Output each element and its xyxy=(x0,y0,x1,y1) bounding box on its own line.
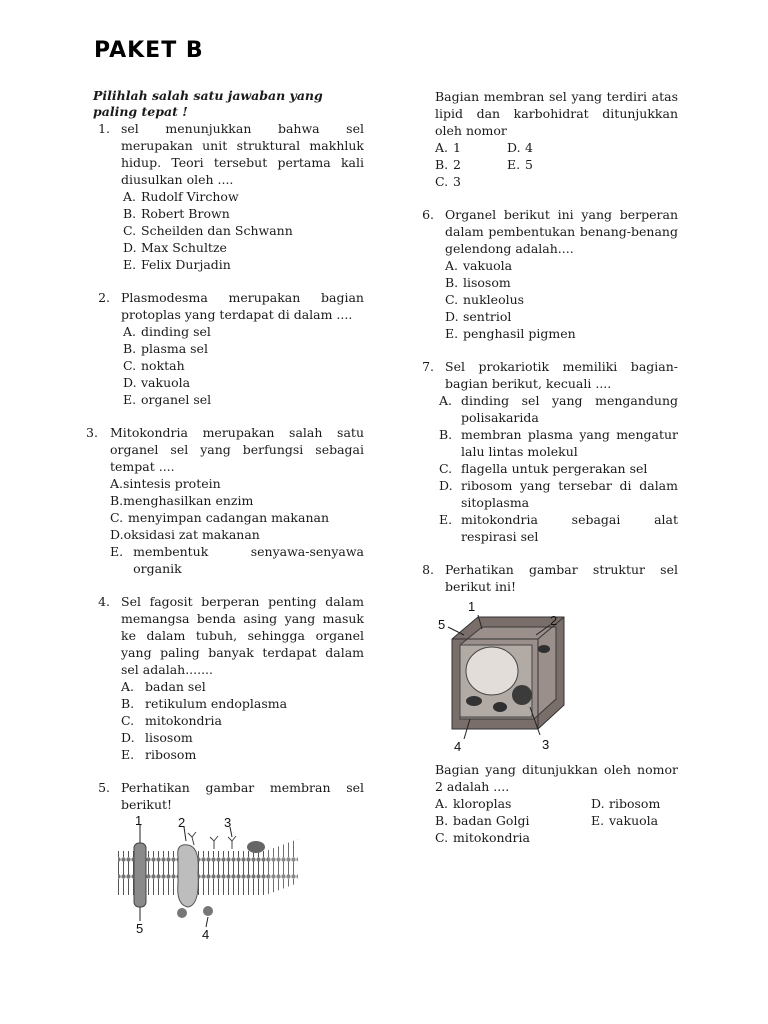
instruction: Pilihlah salah satu jawaban yang paling tepat ! xyxy=(93,88,323,119)
option-text: sentriol xyxy=(463,309,512,324)
option-letter: B. xyxy=(435,157,449,172)
option-text: vakuola xyxy=(609,813,659,828)
option-d xyxy=(439,477,678,511)
option-letter: E. xyxy=(591,813,605,828)
question-1 xyxy=(86,120,364,273)
cell-membrane-figure xyxy=(116,813,300,939)
question-number: 3. xyxy=(86,425,98,440)
option-text: flagella untuk pergerakan sel xyxy=(461,461,648,476)
figure-label-1: 1 xyxy=(135,813,143,828)
question-3 xyxy=(86,424,364,577)
option-text: badan sel xyxy=(145,679,206,694)
question-2 xyxy=(86,289,364,408)
inner-protein xyxy=(177,908,187,918)
option-text: Robert Brown xyxy=(141,206,230,221)
vacuole xyxy=(466,647,518,695)
option-e xyxy=(507,156,579,173)
question-8-continuation xyxy=(410,761,678,846)
option-letter: E. xyxy=(439,512,453,527)
option-c xyxy=(110,509,364,526)
option-letter: D. xyxy=(591,796,605,811)
organelle xyxy=(538,645,550,653)
question-number: 6. xyxy=(422,207,434,222)
channel-protein xyxy=(134,843,146,907)
peripheral-protein xyxy=(247,841,265,853)
page-title: PAKET B xyxy=(94,38,204,63)
question-stem: Sel fagosit berperan penting dalam memangsa benda asing yang masuk ke dalam tubuh, sehingga organel yang paling banyak terdapat dalam sel adalah....... xyxy=(121,594,364,677)
option-a xyxy=(439,392,678,426)
option-c xyxy=(435,173,507,190)
figure-label-4: 4 xyxy=(454,739,462,754)
option-text: ribosom xyxy=(609,796,661,811)
question-stem-continued: Bagian yang ditunjukkan oleh nomor 2 adalah .... xyxy=(435,762,678,794)
option-text: kloroplas xyxy=(453,796,512,811)
option-e xyxy=(123,256,364,273)
option-text: menyimpan cadangan makanan xyxy=(128,510,330,525)
option-text: dinding sel yang mengandung polisakarida xyxy=(461,393,678,425)
option-letter: C. xyxy=(123,358,137,373)
option-e xyxy=(439,511,678,545)
option-c xyxy=(123,357,364,374)
question-8 xyxy=(410,561,678,595)
option-text: penghasil pigmen xyxy=(463,326,576,341)
option-letter: B. xyxy=(439,427,453,442)
question-4 xyxy=(86,593,364,763)
option-letter: D. xyxy=(439,478,453,493)
option-a xyxy=(123,323,364,340)
option-c xyxy=(439,460,678,477)
figure-label-3: 3 xyxy=(224,815,232,830)
option-letter: A. xyxy=(123,324,137,339)
option-a xyxy=(121,678,364,695)
option-a xyxy=(110,475,364,492)
option-d xyxy=(123,374,364,391)
option-text: Scheilden dan Schwann xyxy=(141,223,293,238)
question-stem: Sel prokariotik memiliki bagian-bagian berikut, kecuali .... xyxy=(445,359,678,391)
option-text: sintesis protein xyxy=(123,476,221,491)
figure-label-5: 5 xyxy=(438,617,446,632)
question-number: 5. xyxy=(98,780,110,795)
option-letter: C. xyxy=(435,830,449,845)
option-letter: D. xyxy=(507,140,521,155)
option-text: dinding sel xyxy=(141,324,211,339)
option-d xyxy=(507,139,579,156)
option-letter: C. xyxy=(435,174,449,189)
organelle xyxy=(493,702,507,712)
question-stem: sel menunjukkan bahwa sel merupakan unit struktural makhluk hidup. Teori tersebut pertama kali diusulkan oleh .... xyxy=(121,121,364,187)
option-c xyxy=(435,829,591,846)
question-number: 4. xyxy=(98,594,110,609)
option-letter: A. xyxy=(439,393,453,408)
option-letter: B. xyxy=(121,696,135,711)
option-letter: B. xyxy=(435,813,449,828)
option-text: membran plasma yang mengatur lalu lintas molekul xyxy=(461,427,678,459)
option-c xyxy=(445,291,678,308)
option-letter: E. xyxy=(121,747,135,762)
option-text: lisosom xyxy=(145,730,193,745)
figure-label-3: 3 xyxy=(542,737,550,752)
option-letter: D. xyxy=(123,375,137,390)
right-column xyxy=(410,88,678,846)
option-text: Felix Durjadin xyxy=(141,257,231,272)
option-text: 5 xyxy=(525,157,533,172)
option-d xyxy=(110,526,364,543)
option-letter: A. xyxy=(121,679,135,694)
option-letter: A. xyxy=(110,476,124,491)
option-letter: A. xyxy=(123,189,137,204)
question-number: 7. xyxy=(422,359,434,374)
option-d xyxy=(445,308,678,325)
option-b xyxy=(445,274,678,291)
option-letter: D. xyxy=(123,240,137,255)
option-b xyxy=(435,156,507,173)
option-b xyxy=(123,205,364,222)
question-stem: Plasmodesma merupakan bagian protoplas yang terdapat di dalam .... xyxy=(121,290,364,322)
figure-label-2: 2 xyxy=(550,613,558,628)
option-b xyxy=(439,426,678,460)
option-a xyxy=(445,257,678,274)
option-letter: E. xyxy=(110,544,124,559)
option-text: plasma sel xyxy=(141,341,208,356)
question-number: 8. xyxy=(422,562,434,577)
option-e xyxy=(110,543,364,577)
option-letter: A. xyxy=(435,140,449,155)
figure-label-2: 2 xyxy=(178,815,186,830)
option-letter: C. xyxy=(110,510,124,525)
option-d xyxy=(121,729,364,746)
option-a xyxy=(435,139,507,156)
figure-label-5: 5 xyxy=(136,921,144,936)
option-text: oksidasi zat makanan xyxy=(123,527,260,542)
option-c xyxy=(121,712,364,729)
option-a xyxy=(123,188,364,205)
option-text: 4 xyxy=(525,140,533,155)
option-a xyxy=(435,795,591,812)
option-text: mitokondria sebagai alat respirasi sel xyxy=(461,512,678,544)
question-stem: Mitokondria merupakan salah satu organel sel yang berfungsi sebagai tempat .... xyxy=(110,425,364,474)
option-text: 1 xyxy=(453,140,461,155)
option-letter: B. xyxy=(123,341,137,356)
option-text: nukleolus xyxy=(463,292,525,307)
option-b xyxy=(121,695,364,712)
option-letter: E. xyxy=(123,257,137,272)
option-text: mitokondria xyxy=(453,830,530,845)
integral-protein xyxy=(178,845,199,907)
question-stem: Perhatikan gambar membran sel berikut! xyxy=(121,780,364,812)
question-7 xyxy=(410,358,678,545)
question-6 xyxy=(410,206,678,342)
option-letter: B. xyxy=(110,493,124,508)
inner-protein xyxy=(203,906,213,916)
option-letter: D. xyxy=(445,309,459,324)
option-d xyxy=(591,795,681,812)
figure-label-4: 4 xyxy=(202,927,210,939)
option-e xyxy=(121,746,364,763)
option-b xyxy=(123,340,364,357)
option-text: noktah xyxy=(141,358,185,373)
question-5-continuation xyxy=(410,88,678,190)
option-letter: D. xyxy=(121,730,135,745)
nucleus xyxy=(512,685,532,705)
option-letter: B. xyxy=(445,275,459,290)
left-column xyxy=(86,88,364,939)
option-text: vakuola xyxy=(141,375,191,390)
option-text: Rudolf Virchow xyxy=(141,189,239,204)
question-stem: Organel berikut ini yang berperan dalam pembentukan benang-benang gelendong adalah.... xyxy=(445,207,678,256)
option-letter: B. xyxy=(123,206,137,221)
question-5 xyxy=(86,779,364,813)
option-letter: A. xyxy=(445,258,459,273)
option-b xyxy=(435,812,591,829)
option-text: mitokondria xyxy=(145,713,222,728)
figure-label-1: 1 xyxy=(468,599,476,614)
option-letter: C. xyxy=(439,461,453,476)
option-text: badan Golgi xyxy=(453,813,530,828)
option-e xyxy=(123,391,364,408)
question-number: 1. xyxy=(98,121,110,136)
organelle xyxy=(466,696,482,706)
option-letter: A. xyxy=(435,796,449,811)
option-text: 2 xyxy=(453,157,461,172)
option-e xyxy=(591,812,681,829)
option-text: lisosom xyxy=(463,275,511,290)
option-text: ribosom yang tersebar di dalam sitoplasma xyxy=(461,478,678,510)
option-letter: C. xyxy=(121,713,135,728)
option-text: ribosom xyxy=(145,747,197,762)
option-e xyxy=(445,325,678,342)
option-letter: E. xyxy=(123,392,137,407)
option-text: 3 xyxy=(453,174,461,189)
question-stem: Perhatikan gambar struktur sel berikut ini! xyxy=(445,562,678,594)
option-text: organel sel xyxy=(141,392,212,407)
option-text: retikulum endoplasma xyxy=(145,696,288,711)
option-letter: D. xyxy=(110,527,124,542)
option-b xyxy=(110,492,364,509)
question-stem-continued: Bagian membran sel yang terdiri atas lipid dan karbohidrat ditunjukkan oleh nomor xyxy=(435,89,678,138)
option-text: membentuk senyawa-senyawa organik xyxy=(133,544,364,576)
option-letter: E. xyxy=(507,157,521,172)
option-letter: C. xyxy=(123,223,137,238)
question-number: 2. xyxy=(98,290,110,305)
option-text: vakuola xyxy=(463,258,513,273)
option-text: Max Schultze xyxy=(141,240,227,255)
option-c xyxy=(123,222,364,239)
option-d xyxy=(123,239,364,256)
option-letter: E. xyxy=(445,326,459,341)
cell-structure-figure xyxy=(432,595,582,757)
option-text: menghasilkan enzim xyxy=(123,493,254,508)
option-letter: C. xyxy=(445,292,459,307)
